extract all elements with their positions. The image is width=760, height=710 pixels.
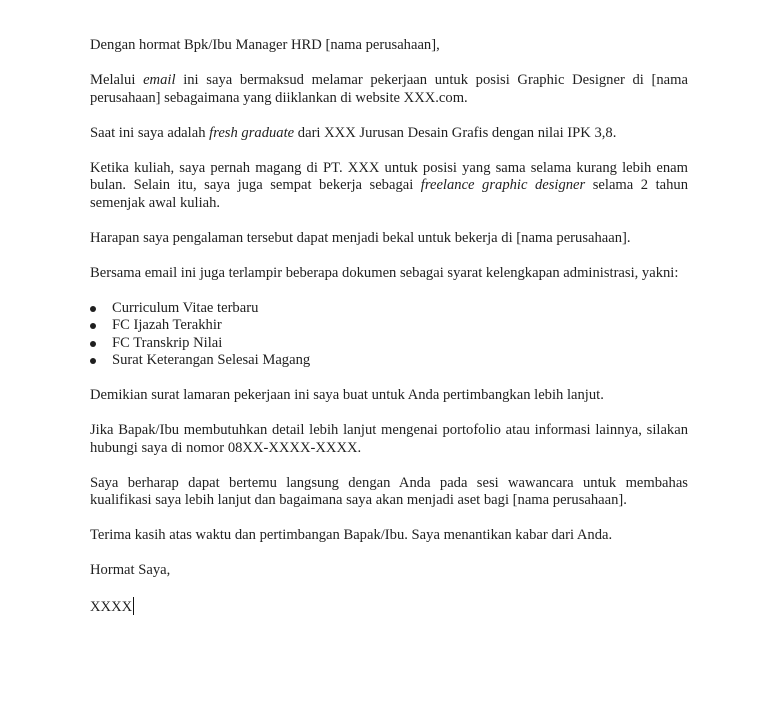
bullet-icon [90,358,96,364]
list-item [90,352,688,370]
paragraph-experience [90,160,688,213]
paragraph-intro-emphasis: email [143,72,176,88]
paragraph-contact: Jika Bapak/Ibu membutuhkan detail lebih lanjut mengenai portofolio atau informasi lainnya, silakan hubungi saya di nomor 08XX-XXXX-XXXX. [90,422,688,456]
document-page[interactable] [90,37,688,617]
paragraph-status-emphasis: fresh graduate [209,124,295,141]
list-item-label: Curriculum Vitae terbaru [112,299,259,316]
paragraph-experience-text-a: Ketika kuliah, saya pernah magang di PT. XXX untuk posisi yang sama selama kurang lebih enam bulan. Selain itu, saya juga sempat bekerja sebagai [90,159,688,193]
bullet-icon [90,323,96,329]
paragraph-hope: Harapan saya pengalaman tersebut dapat menjadi bekal untuk bekerja di [nama perusahaan]. [90,229,631,246]
attachment-list [90,300,688,370]
paragraph-thanks: Terima kasih atas waktu dan pertimbangan Bapak/Ibu. Saya menantikan kabar dari Anda. [90,527,613,543]
bullet-icon [90,306,96,312]
letter-greeting: Dengan hormat Bpk/Ibu Manager HRD [nama perusahaan], [90,37,440,53]
paragraph-intro [90,72,688,107]
paragraph-interview: Saya berharap dapat bertemu langsung dengan Anda pada sesi wawancara untuk membahas kualifikasi saya lebih lanjut dan bagaimana saya akan menjadi aset bagi [nama perusahaan]. [90,474,688,508]
list-item-label: Surat Keterangan Selesai Magang [112,352,311,368]
list-item [90,317,688,335]
list-item-label: FC Transkrip Nilai [112,334,223,351]
bullet-icon [90,341,96,347]
paragraph-status-text-a: Saat ini saya adalah [90,124,210,141]
paragraph-intro-text-b: ini saya bermaksud melamar pekerjaan untuk posisi Graphic Designer di [nama perusahaan] sebagaimana yang diiklankan di website XXX.com. [90,72,688,106]
list-item-label: FC Ijazah Terakhir [112,317,222,333]
paragraph-experience-emphasis: freelance graphic designer [420,177,586,193]
list-item [90,335,688,353]
paragraph-experience-text-b: selama 2 tahun semenjak awal kuliah. [90,177,688,211]
text-cursor [133,597,134,615]
paragraph-intro-text-a: Melalui [90,72,144,88]
closing-salutation: Hormat Saya, [90,562,171,578]
paragraph-conclusion: Demikian surat lamaran pekerjaan ini saya buat untuk Anda pertimbangkan lebih lanjut. [90,387,604,403]
signature-line[interactable] [90,597,134,617]
paragraph-status-text-b: dari XXX Jurusan Desain Grafis dengan nilai IPK 3,8. [294,124,617,141]
signature-name: XXXX [90,599,133,615]
list-item [90,300,688,318]
paragraph-status [90,125,688,143]
paragraph-attachments-intro: Bersama email ini juga terlampir beberapa dokumen sebagai syarat kelengkapan administrasi, yakni: [90,264,679,281]
